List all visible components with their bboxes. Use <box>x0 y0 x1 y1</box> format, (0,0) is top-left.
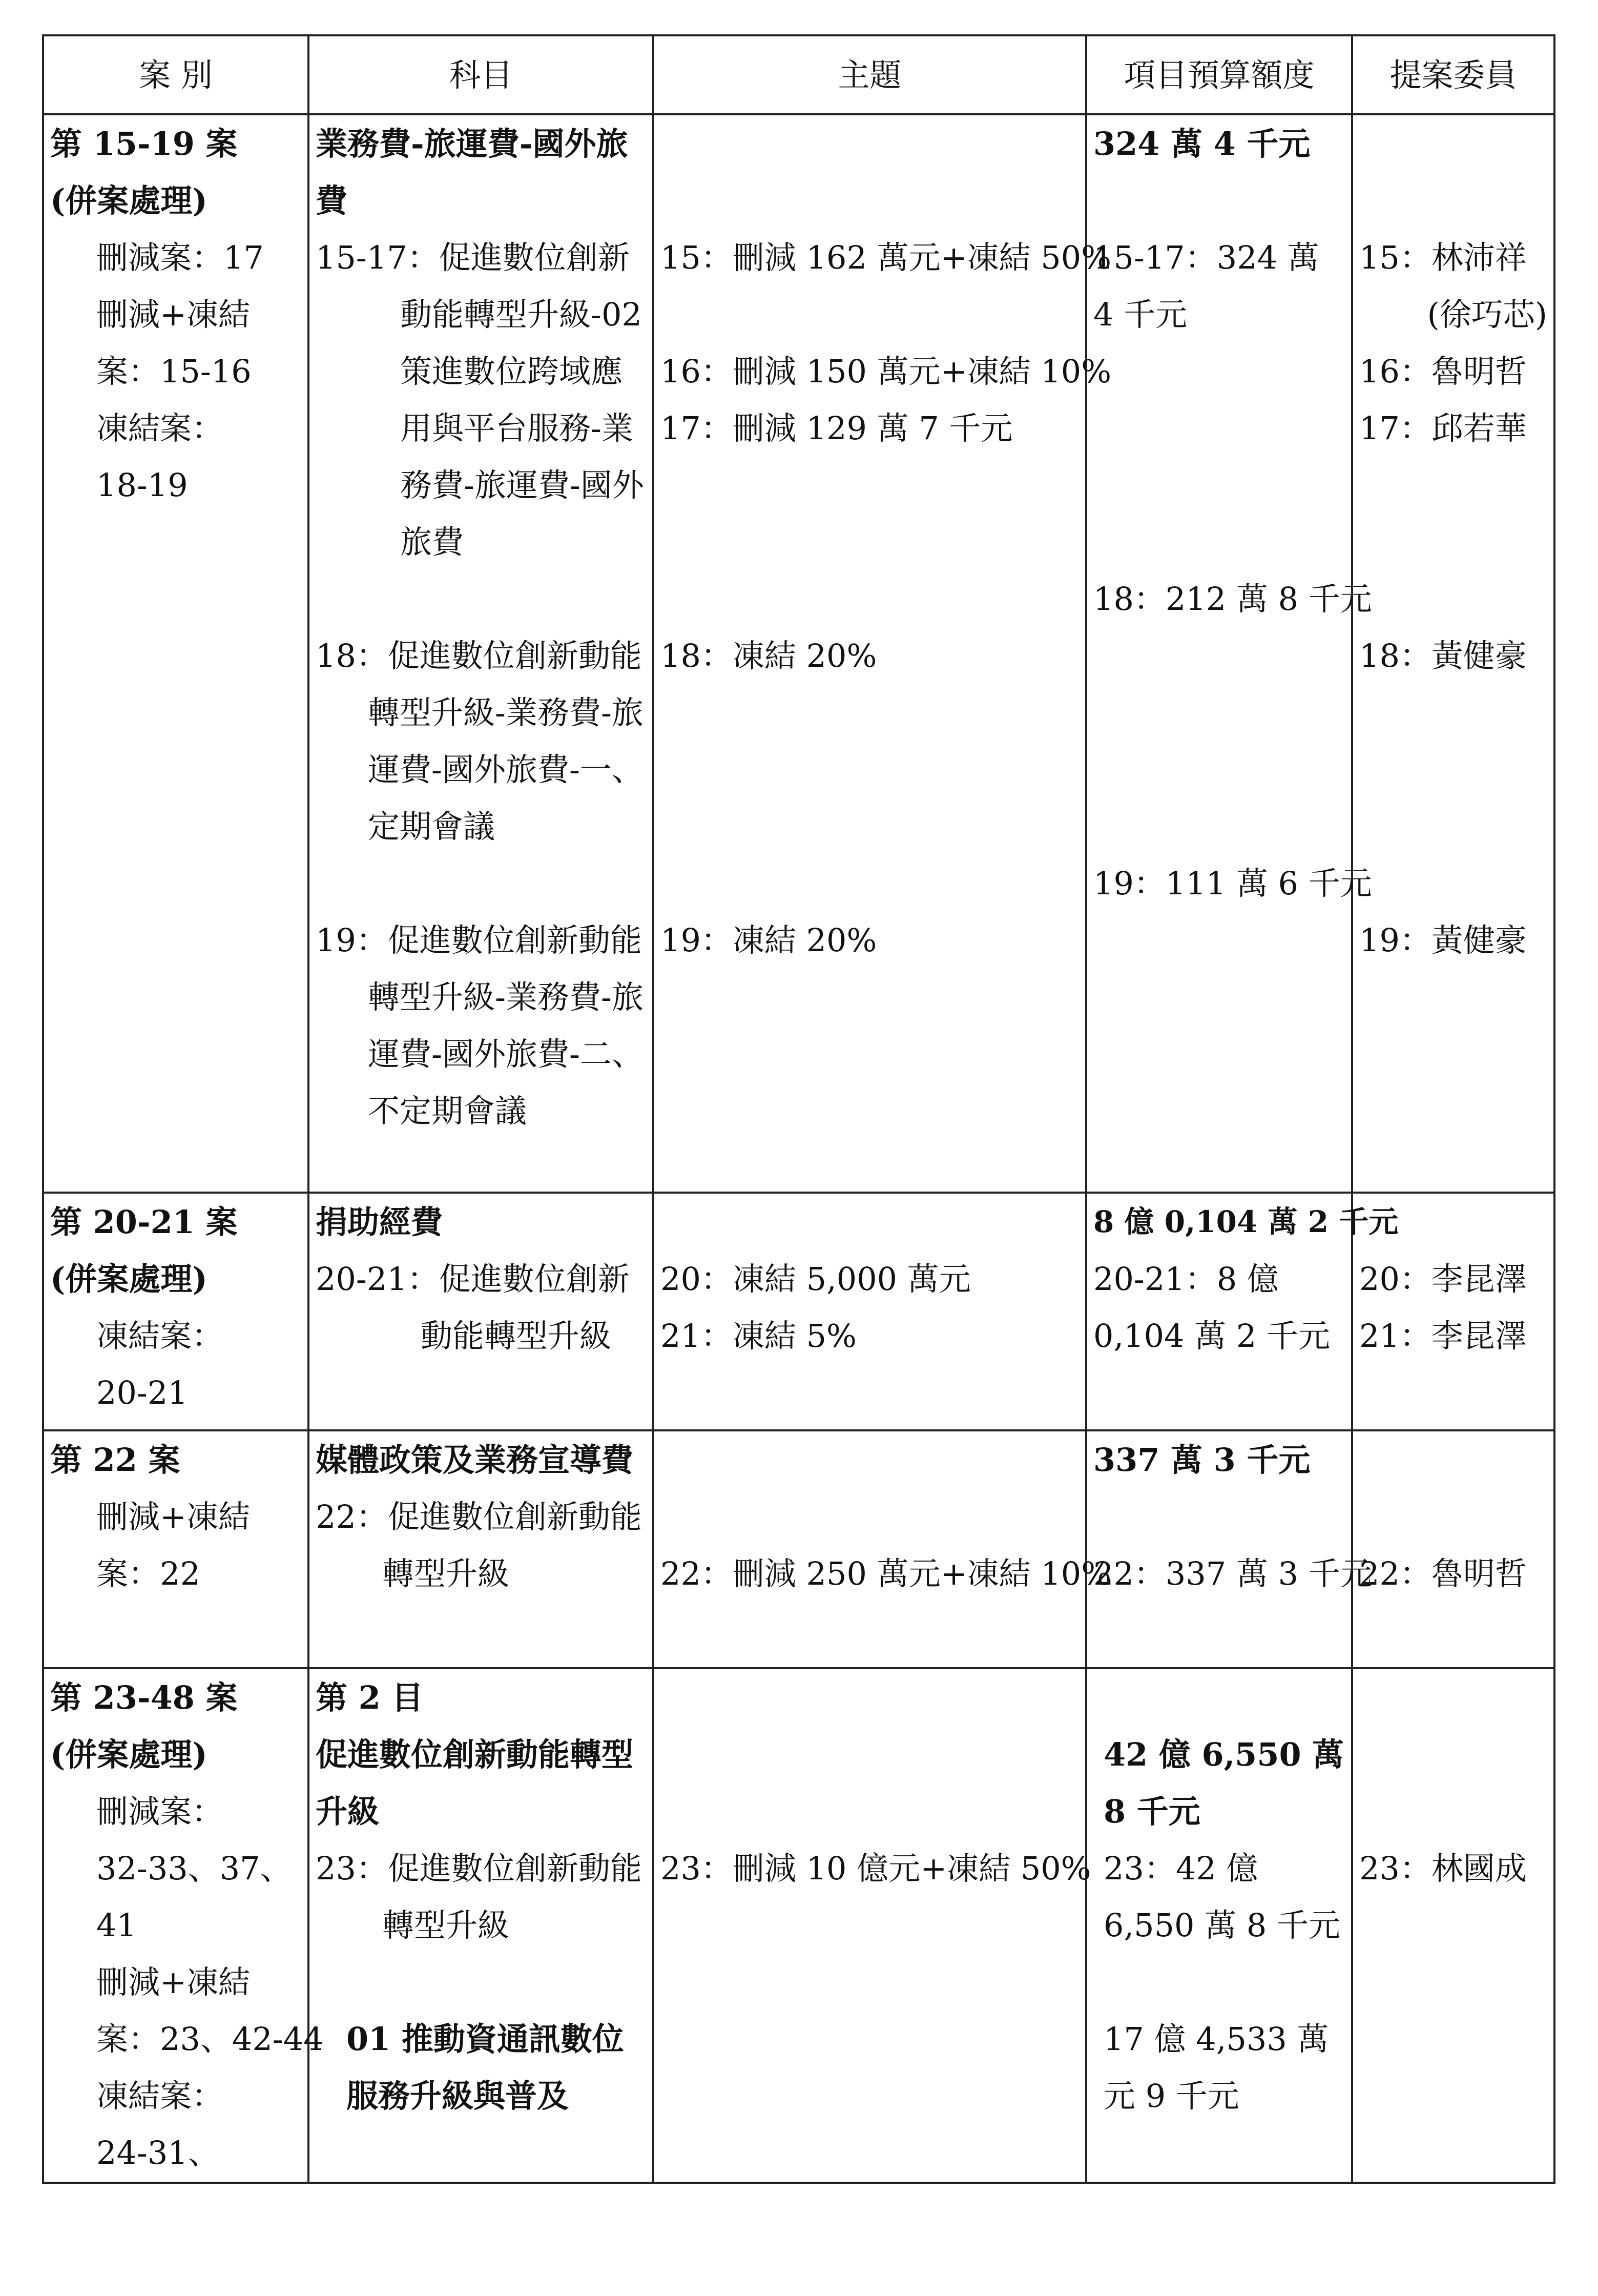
proposer-cell <box>1352 1668 1554 2183</box>
proposer-name: (徐巧芯) <box>1427 296 1547 333</box>
topic-cell <box>653 1193 1086 1430</box>
case-detail: 案：15-16 <box>96 353 252 390</box>
topic-cell <box>653 1668 1091 2183</box>
proposer-cell <box>1352 114 1554 1193</box>
case-detail: 刪減+凍結 <box>96 1963 250 2001</box>
case-detail: 凍結案： <box>96 409 224 447</box>
proposer-name: 15：林沛祥 <box>1359 239 1527 276</box>
budget-proposal-table <box>42 34 1555 2184</box>
subject-item: 15-17：促進數位創新動能轉型升級-02 策進數位跨域應用與平台服務-業務費-旅運費-國外旅費 <box>316 239 644 561</box>
subject-item: 19：促進數位創新動能轉型升級-業務費-旅運費-國外旅費-二、不定期會議 <box>316 921 644 1130</box>
topic-item: 21：凍結 5% <box>660 1317 857 1355</box>
budget-cell <box>1086 114 1372 1193</box>
budget-item: 17 億 4,533 萬元 9 千元 <box>1104 2020 1329 2115</box>
case-detail: 凍結案： <box>96 1317 224 1355</box>
topic-item: 16：刪減 150 萬元+凍結 10% <box>660 353 1112 390</box>
subject-item: 18：促進數位創新動能轉型升級-業務費-旅運費-國外旅費-一、定期會議 <box>316 637 644 845</box>
proposer-name: 17：邱若華 <box>1359 409 1527 447</box>
topic-item: 22：刪減 250 萬元+凍結 10% <box>660 1555 1112 1592</box>
budget-total: 42 億 6,550 萬 8 千元 <box>1104 1736 1344 1830</box>
case-merge-note: (併案處理) <box>50 1736 207 1773</box>
subject-heading: 業務費-旅運費-國外旅費 <box>316 125 628 219</box>
case-detail: 24-31、 <box>96 2134 220 2171</box>
case-detail: 刪減+凍結 <box>96 1498 250 1535</box>
subject-heading: 捐助經費 <box>316 1203 443 1241</box>
subject-heading-2: 促進數位創新動能轉型升級 <box>316 1736 634 1830</box>
case-cell <box>43 1430 308 1668</box>
topic-item: 17：刪減 129 萬 7 千元 <box>660 409 1013 447</box>
case-detail: 案：22 <box>96 1555 200 1592</box>
case-detail: 20-21 <box>96 1374 188 1411</box>
budget-total: 337 萬 3 千元 <box>1093 1441 1311 1479</box>
case-detail: 凍結案： <box>96 2077 224 2115</box>
subject-cell <box>308 1668 653 2183</box>
budget-item: 20-21：8 億 0,104 萬 2 千元 <box>1093 1260 1331 1355</box>
header-proposer: 提案委員 <box>1352 35 1554 114</box>
case-merge-note: (併案處理) <box>50 182 207 219</box>
proposer-name: 16：魯明哲 <box>1359 353 1527 390</box>
subject-item: 22：促進數位創新動能轉型升級 <box>316 1498 642 1592</box>
budget-cell <box>1086 1430 1372 1668</box>
proposer-name: 21：李昆澤 <box>1359 1317 1527 1355</box>
subject-item: 01 推動資通訊數位服務升級與普及 <box>346 2020 624 2115</box>
topic-item: 15：刪減 162 萬元+凍結 50% <box>660 239 1112 276</box>
table-row <box>43 114 1554 1193</box>
case-detail: 案：23、42-44 <box>96 2020 324 2058</box>
budget-cell <box>1086 1193 1399 1430</box>
case-title: 第 23-48 案 <box>50 1679 238 1716</box>
subject-cell <box>308 1430 653 1668</box>
case-title: 第 22 案 <box>50 1441 180 1479</box>
case-title: 第 20-21 案 <box>50 1203 238 1241</box>
topic-item: 23：刪減 10 億元+凍結 50% <box>660 1850 1091 1887</box>
budget-total: 8 億 0,104 萬 2 千元 <box>1093 1204 1399 1239</box>
subject-item: 20-21：促進數位創新動能轉型升級 <box>316 1260 630 1355</box>
budget-item: 15-17：324 萬 4 千元 <box>1093 239 1319 333</box>
topic-cell <box>653 114 1112 1193</box>
case-detail: 18-19 <box>96 466 188 504</box>
case-title: 第 15-19 案 <box>50 125 238 162</box>
proposer-name: 19：黃健豪 <box>1359 921 1527 959</box>
header-subject: 科目 <box>308 35 653 114</box>
topic-cell <box>653 1430 1112 1668</box>
table-row <box>43 1193 1554 1430</box>
header-budget: 項目預算額度 <box>1086 35 1352 114</box>
case-detail: 32-33、37、 <box>96 1850 292 1887</box>
subject-cell <box>308 1193 653 1430</box>
budget-item: 22：337 萬 3 千元 <box>1093 1555 1372 1592</box>
budget-total: 324 萬 4 千元 <box>1093 125 1311 162</box>
proposer-cell <box>1352 1430 1554 1668</box>
case-detail: 刪減案：17 <box>96 239 264 276</box>
table-row <box>43 1430 1554 1668</box>
case-detail: 刪減+凍結 <box>96 296 250 333</box>
budget-item: 18：212 萬 8 千元 <box>1093 580 1372 618</box>
case-detail: 刪減案： <box>96 1793 224 1830</box>
topic-item: 18：凍結 20% <box>660 637 877 674</box>
case-merge-note: (併案處理) <box>50 1260 207 1298</box>
case-detail: 41 <box>96 1906 137 1944</box>
topic-item: 19：凍結 20% <box>660 921 877 959</box>
proposer-name: 22：魯明哲 <box>1359 1555 1527 1592</box>
header-case: 案 別 <box>43 35 308 114</box>
subject-item: 23：促進數位創新動能轉型升級 <box>316 1850 642 1944</box>
proposer-name: 23：林國成 <box>1359 1850 1527 1887</box>
table-header-row <box>43 35 1554 114</box>
table-row <box>43 1668 1554 2183</box>
budget-item: 23：42 億 6,550 萬 8 千元 <box>1104 1850 1341 1944</box>
proposer-name: 18：黃健豪 <box>1359 637 1527 674</box>
proposer-name: 20：李昆澤 <box>1359 1260 1527 1298</box>
budget-cell <box>1086 1668 1352 2183</box>
header-topic: 主題 <box>653 35 1086 114</box>
subject-heading: 媒體政策及業務宣導費 <box>316 1441 634 1479</box>
budget-item: 19：111 萬 6 千元 <box>1093 865 1372 902</box>
case-cell <box>43 1668 324 2183</box>
subject-cell <box>308 114 653 1193</box>
subject-heading: 第 2 目 <box>316 1679 424 1716</box>
case-cell <box>43 1193 308 1430</box>
case-cell <box>43 114 308 1193</box>
topic-item: 20：凍結 5,000 萬元 <box>660 1260 971 1298</box>
